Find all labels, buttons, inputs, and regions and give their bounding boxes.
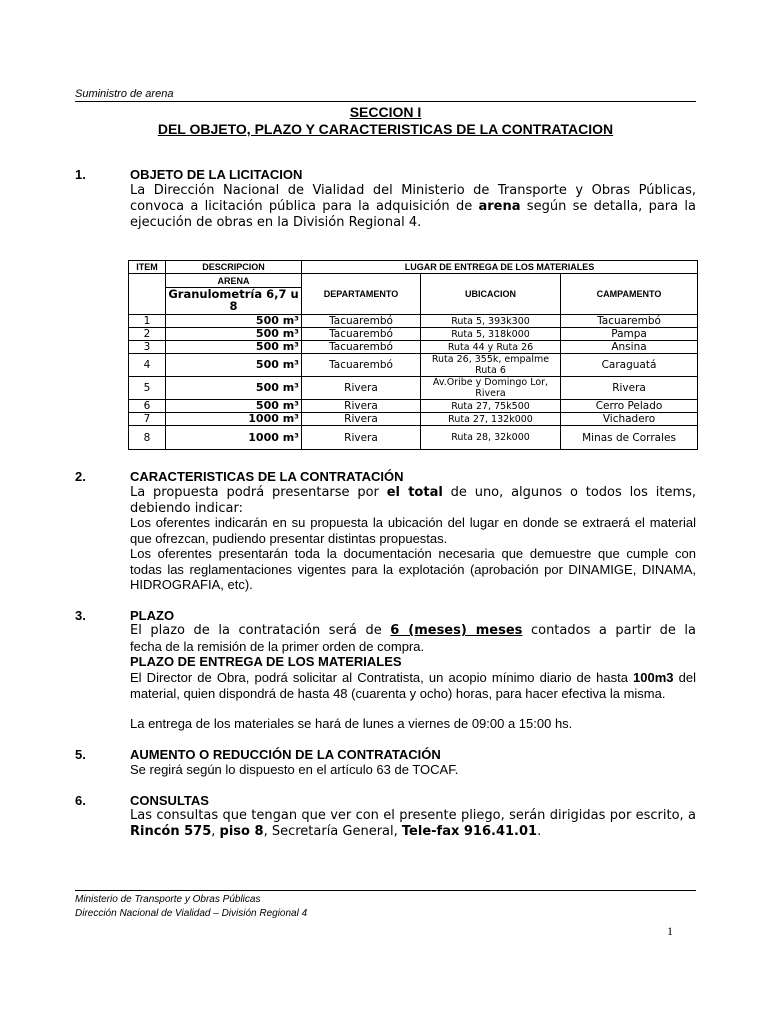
- table-row: [129, 377, 698, 400]
- table-cell: 500 m³: [166, 315, 302, 328]
- col-ubic-header: UBICACION: [421, 274, 561, 315]
- section-2-text-3: Los oferentes presentarán toda la documentación necesaria que demuestre que cumple con todas las reglamentaciones vigentes para la explotación (aprobación por DINAMIGE, DINAMA, HIDROGRAFIA, etc).: [130, 546, 696, 592]
- section-5-number: 5.: [75, 747, 86, 762]
- table-cell: Tacuarembó: [302, 328, 421, 341]
- footer-ministry: Ministerio de Transporte y Obras Públicas: [75, 894, 261, 905]
- section-6-text: Las consultas que tengan que ver con el presente pliego, serán dirigidas por escrito, a Rincón 575, piso 8, Secretaría General, Tele-fax 916.41.01.: [130, 808, 696, 839]
- table-cell: Ruta 44 y Ruta 26: [421, 341, 561, 354]
- table-cell: 4: [129, 354, 166, 377]
- table-cell: [129, 274, 166, 315]
- table-cell: Minas de Corrales: [561, 426, 698, 450]
- table-cell: Ruta 26, 355k, empalme Ruta 6: [421, 354, 561, 377]
- table-row: [129, 426, 698, 450]
- section-1-title: OBJETO DE LA LICITACION: [130, 167, 303, 182]
- table-cell: Cerro Pelado: [561, 400, 698, 413]
- materials-table: [128, 260, 698, 450]
- page-number: 1: [667, 924, 673, 938]
- col-depto-header: DEPARTAMENTO: [302, 274, 421, 315]
- table-cell: Av.Oribe y Domingo Lor, Rivera: [421, 377, 561, 400]
- section-2-number: 2.: [75, 469, 86, 484]
- table-cell: Tacuarembó: [302, 315, 421, 328]
- table-cell: Rivera: [302, 377, 421, 400]
- table-cell: 8: [129, 426, 166, 450]
- table-row: [129, 315, 698, 328]
- section-3-text-3: La entrega de los materiales se hará de lunes a viernes de 09:00 a 15:00 hs.: [130, 716, 573, 731]
- table-cell: Ruta 27, 132k000: [421, 413, 561, 426]
- table-cell: 7: [129, 413, 166, 426]
- table-cell: 500 m³: [166, 377, 302, 400]
- table-cell: Ruta 5, 318k000: [421, 328, 561, 341]
- table-cell: Ansina: [561, 341, 698, 354]
- table-cell: 1000 m³: [166, 413, 302, 426]
- col-camp-header: CAMPAMENTO: [561, 274, 698, 315]
- col-lugar-header: LUGAR DE ENTREGA DE LOS MATERIALES: [302, 261, 698, 274]
- table-row: [129, 400, 698, 413]
- desc-subheader: [166, 274, 302, 315]
- table-cell: 2: [129, 328, 166, 341]
- table-cell: Ruta 27, 75k500: [421, 400, 561, 413]
- section-1-text: La Dirección Nacional de Vialidad del Ministerio de Transporte y Obras Públicas, convoca a licitación pública para la adquisición de arena según se detalla, para la ejecución de obras en la División Regional 4.: [130, 183, 696, 230]
- table-cell: Rivera: [302, 400, 421, 413]
- footer-division: Dirección Nacional de Vialidad – División Regional 4: [75, 908, 308, 919]
- footer-divider: [75, 890, 696, 891]
- table-cell: 6: [129, 400, 166, 413]
- section-3-subtitle: PLAZO DE ENTREGA DE LOS MATERIALES: [130, 654, 402, 669]
- table-cell: 5: [129, 377, 166, 400]
- table-cell: 1: [129, 315, 166, 328]
- section-5-text: Se regirá según lo dispuesto en el artículo 63 de TOCAF.: [130, 762, 459, 777]
- table-row: [129, 341, 698, 354]
- table-cell: Tacuarembó: [302, 341, 421, 354]
- table-cell: 500 m³: [166, 341, 302, 354]
- col-item-header: ITEM: [129, 261, 166, 274]
- table-cell: Rivera: [302, 426, 421, 450]
- table-row: [129, 413, 698, 426]
- table-cell: Tacuarembó: [561, 315, 698, 328]
- table-cell: 500 m³: [166, 400, 302, 413]
- table-cell: Rivera: [302, 413, 421, 426]
- running-header: Suministro de arena: [75, 88, 696, 102]
- arena-label: ARENA: [166, 276, 301, 288]
- table-cell: Vichadero: [561, 413, 698, 426]
- section-2-text-2: Los oferentes indicarán en su propuesta la ubicación del lugar en donde se extraerá el material que ofrezcan, pudiendo presentar distintas propuestas.: [130, 515, 696, 546]
- granulometria-label: Granulometría 6,7 u 8: [168, 287, 299, 313]
- table-cell: Caraguatá: [561, 354, 698, 377]
- table-cell: 500 m³: [166, 354, 302, 377]
- section-subtitle: DEL OBJETO, PLAZO Y CARACTERISTICAS DE LA CONTRATACION: [157, 121, 614, 137]
- section-2-text-1: La propuesta podrá presentarse por el total de uno, algunos o todos los items, debiendo indicar:: [130, 485, 697, 516]
- section-2-title: CARACTERISTICAS DE LA CONTRATACIÓN: [130, 469, 404, 484]
- table-cell: Rivera: [561, 377, 698, 400]
- section-6-title: CONSULTAS: [130, 793, 209, 808]
- table-row: [129, 354, 698, 377]
- section-3-text-1: El plazo de la contratación será de 6 (meses) meses contados a partir de la: [130, 623, 696, 638]
- table-cell: Ruta 28, 32k000: [421, 426, 561, 450]
- section-1-number: 1.: [75, 167, 86, 182]
- section-title: SECCION I: [349, 104, 422, 120]
- table-cell: 500 m³: [166, 328, 302, 341]
- col-desc-header: DESCRIPCION: [166, 261, 302, 274]
- table-cell: 3: [129, 341, 166, 354]
- section-3-text-2: El Director de Obra, podrá solicitar al Contratista, un acopio mínimo diario de hasta 100m3 del material, quien dispondrá de hasta 48 (cuarenta y ocho) horas, para hacer efectiva la misma.: [130, 670, 696, 701]
- section-3-title: PLAZO: [130, 608, 175, 623]
- table-cell: 1000 m³: [166, 426, 302, 450]
- table-cell: Ruta 5, 393k300: [421, 315, 561, 328]
- section-3-text-1b: fecha de la remisión de la primer orden de compra.: [130, 639, 425, 654]
- table-row: [129, 328, 698, 341]
- section-3-number: 3.: [75, 608, 86, 623]
- table-cell: Pampa: [561, 328, 698, 341]
- section-6-number: 6.: [75, 793, 86, 808]
- section-5-title: AUMENTO O REDUCCIÓN DE LA CONTRATACIÓN: [130, 747, 441, 762]
- table-cell: Tacuarembó: [302, 354, 421, 377]
